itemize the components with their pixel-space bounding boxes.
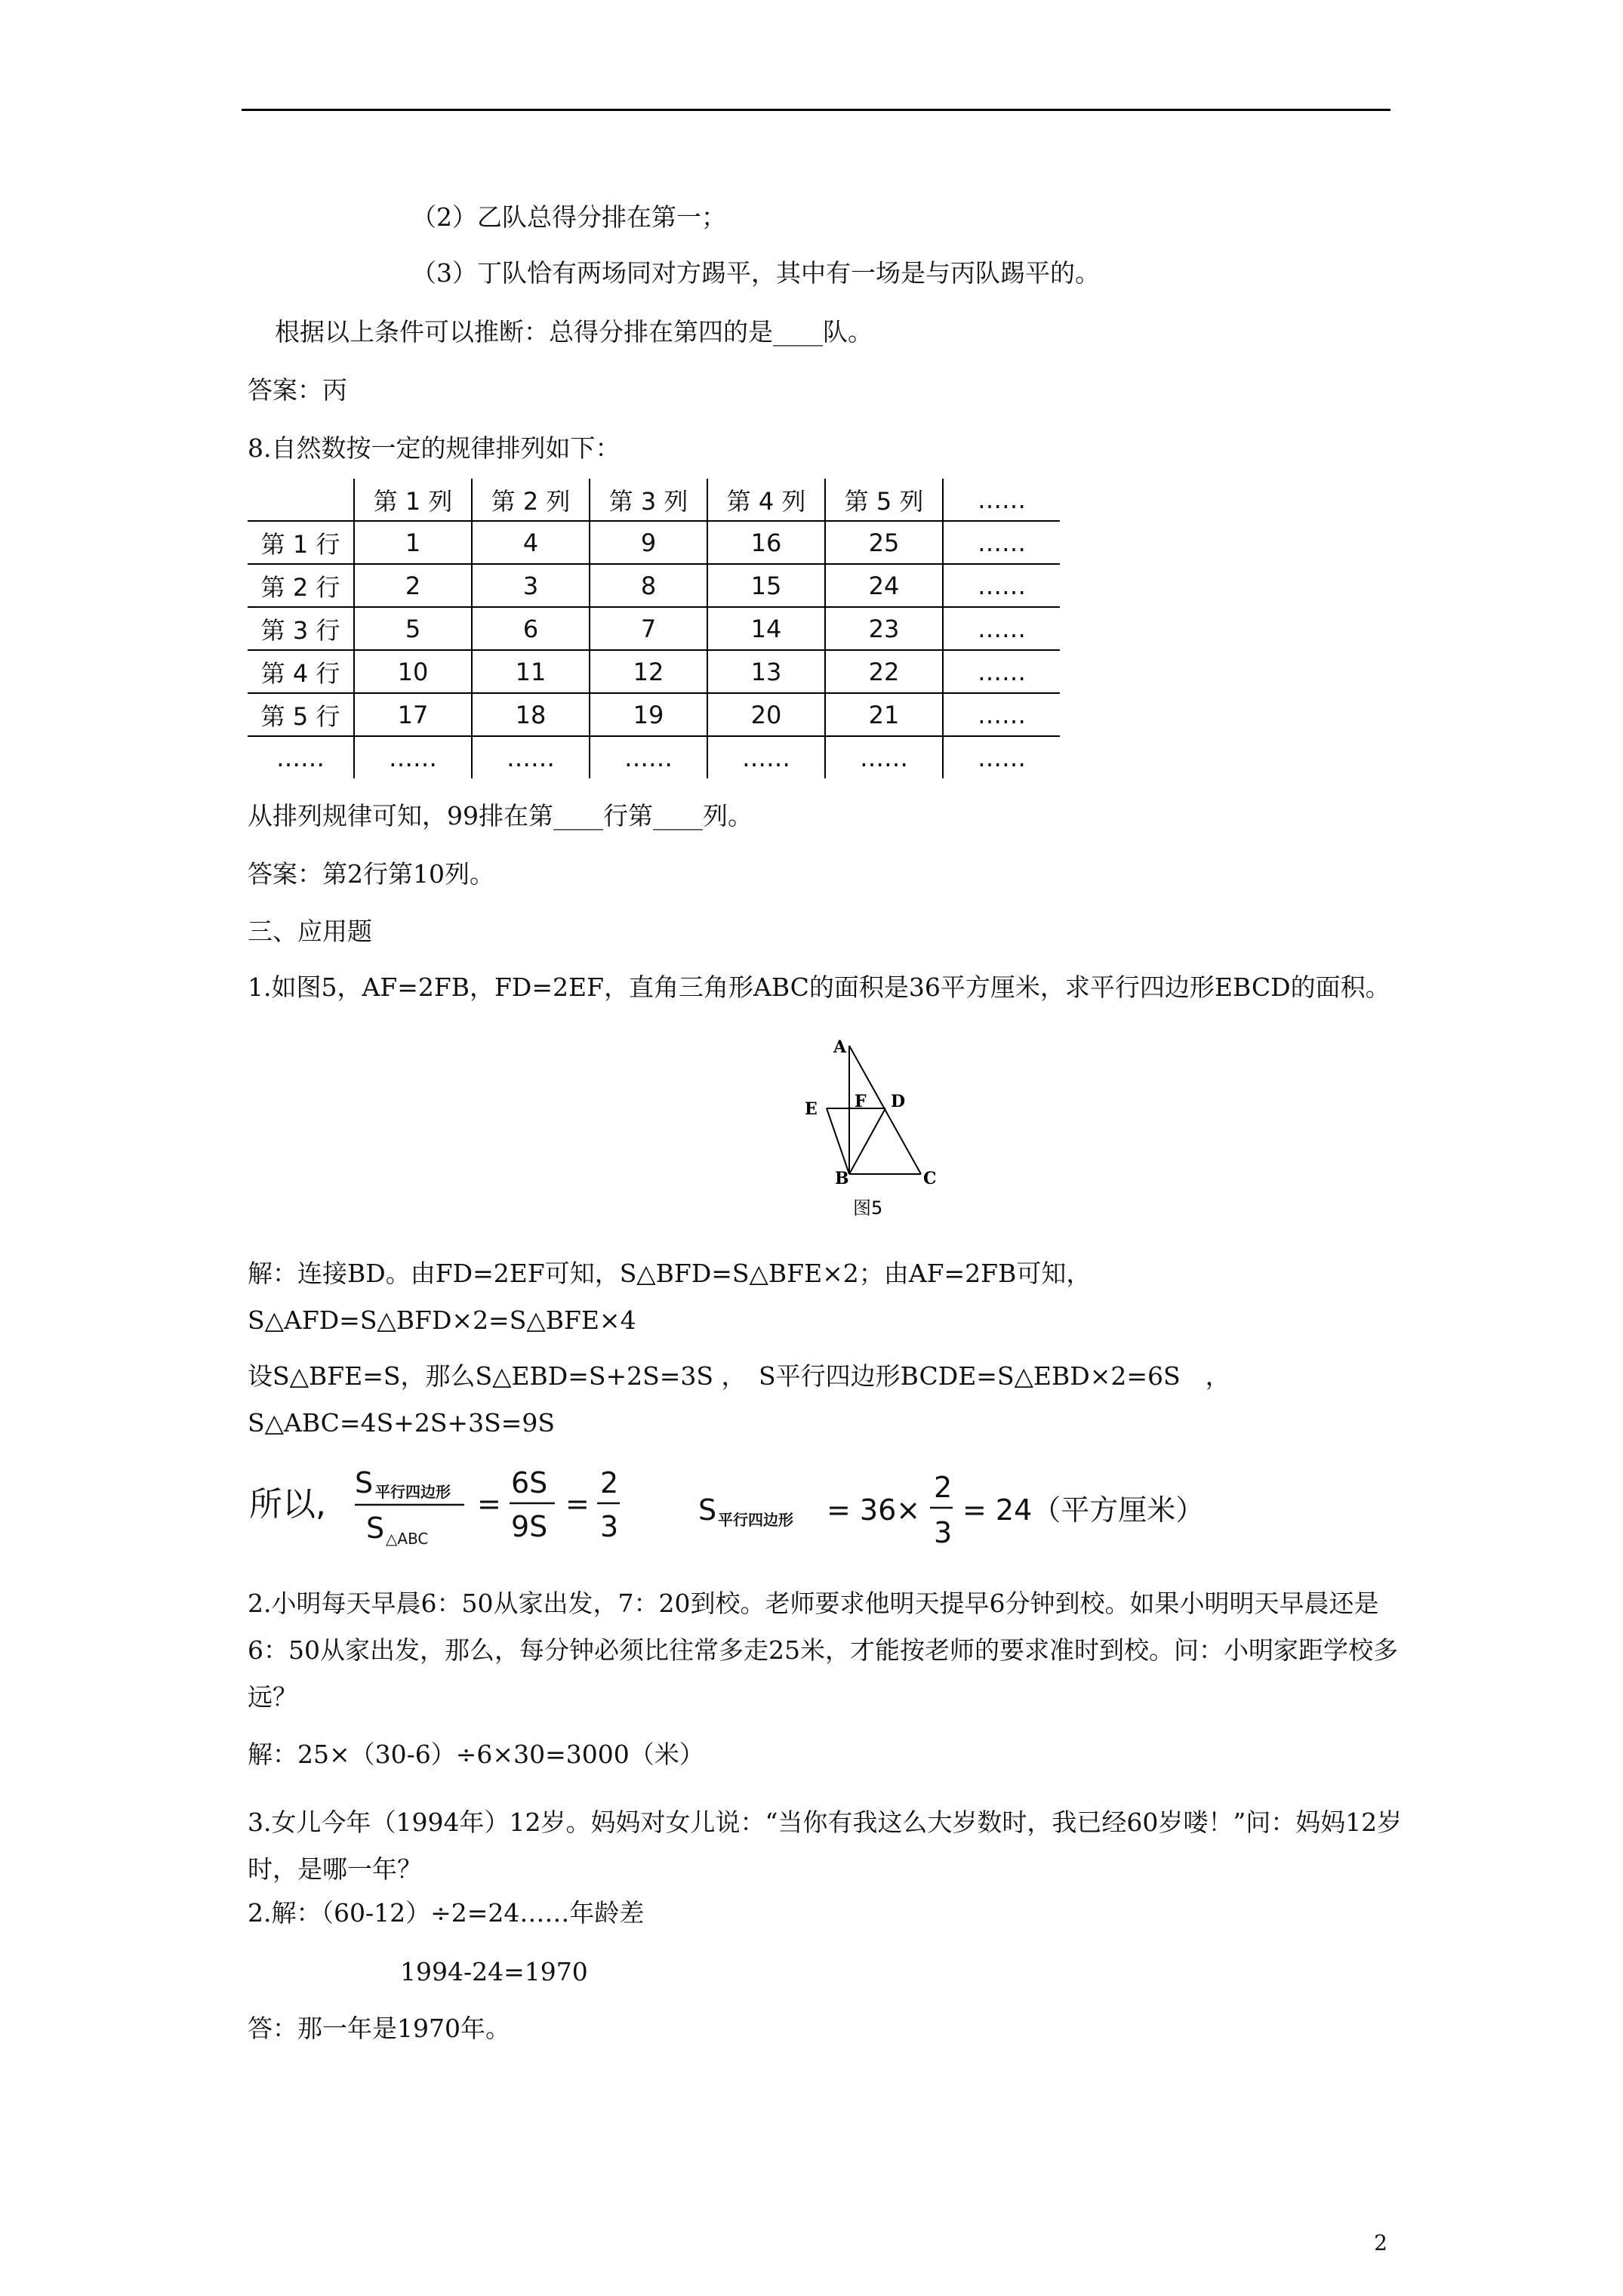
table-cell: 第 3 行	[248, 607, 354, 650]
condition-3: （3）丁队恰有两场同对方踢平，其中有一场是与丙队踢平的。	[411, 258, 1100, 288]
application-question-3: 3.女儿今年（1994年）12岁。妈妈对女儿说：“当你有我这么大岁数时，我已经60岁喽！”问：妈妈12岁时，是哪一年？	[248, 1808, 1403, 1884]
application-question-1: 1.如图5，AF=2FB，FD=2EF，直角三角形ABC的面积是36平方厘米，求平行四边形EBCD的面积。	[248, 972, 1390, 1002]
table-cell: 第 2 列	[472, 479, 590, 521]
figure-caption: 图5	[853, 1197, 883, 1219]
table-cell: 21	[825, 693, 943, 736]
table-cell: 24	[825, 564, 943, 607]
table-cell: 1	[354, 521, 472, 564]
table-cell: 第 4 列	[707, 479, 825, 521]
table-row	[248, 607, 1060, 650]
header-rule	[242, 109, 1390, 111]
solution-3-part-a: 2.解：（60-12）÷2=24……年龄差	[248, 1898, 645, 1928]
fraction-denominator: 3	[934, 1516, 953, 1549]
table-cell: 17	[354, 693, 472, 736]
solution-1-part-a: 解：连接BD。由FD=2EF可知，S△BFD=S△BFE×2；由AF=2FB可知， S△AFD=S△BFD×2=S△BFE×4	[248, 1259, 1104, 1335]
figure-5	[778, 1034, 959, 1231]
table-cell: 11	[472, 650, 590, 693]
formula-sub-parallel: 平行四边形	[375, 1483, 451, 1501]
solution-2: 解：25×（30-6）÷6×30=3000（米）	[248, 1740, 704, 1769]
label-f: F	[855, 1092, 867, 1111]
table-cell: ……	[354, 736, 472, 778]
formula-equals: =	[477, 1487, 501, 1521]
table-cell	[248, 479, 354, 521]
formula-sub-abc: △ABC	[386, 1530, 429, 1548]
formula-prefix: 所以,	[249, 1485, 326, 1524]
formula-equals: =	[565, 1487, 590, 1521]
table-cell: 16	[707, 521, 825, 564]
table-cell: 第 3 列	[590, 479, 707, 521]
table-cell: ……	[590, 736, 707, 778]
table-cell: 23	[825, 607, 943, 650]
question-8-ask: 从排列规律可知，99排在第____行第____列。	[248, 801, 753, 831]
answer-3: 答：那一年是1970年。	[248, 2014, 510, 2043]
table-row	[248, 693, 1060, 736]
table-cell: 19	[590, 693, 707, 736]
table-cell: ……	[825, 736, 943, 778]
formula-sub-parallel: 平行四边形	[718, 1511, 793, 1529]
table-cell: 9	[590, 521, 707, 564]
table-row	[248, 736, 1060, 778]
fraction-numerator: 6S	[511, 1466, 548, 1499]
table-cell: ……	[707, 736, 825, 778]
table-cell: 6	[472, 607, 590, 650]
fraction-denominator: 9S	[511, 1510, 548, 1543]
section-heading: 三、应用题	[248, 917, 372, 946]
label-e: E	[805, 1099, 818, 1119]
area-ratio-formula	[245, 1453, 1227, 1559]
table-cell: 7	[590, 607, 707, 650]
question-8: 8.自然数按一定的规律排列如下：	[248, 433, 621, 463]
fraction-denominator: 3	[600, 1510, 619, 1543]
table-cell: 20	[707, 693, 825, 736]
table-cell: 第 2 行	[248, 564, 354, 607]
table-cell: 第 1 行	[248, 521, 354, 564]
table-cell: 25	[825, 521, 943, 564]
table-cell: 8	[590, 564, 707, 607]
answer-7: 答案：丙	[248, 375, 347, 405]
condition-2: （2）乙队总得分排在第一；	[411, 202, 726, 232]
table-cell: 14	[707, 607, 825, 650]
table-cell: 18	[472, 693, 590, 736]
formula-s: S	[366, 1512, 385, 1545]
table-cell: ……	[943, 736, 1060, 778]
formula-s: S	[355, 1466, 374, 1499]
table-cell: 22	[825, 650, 943, 693]
table-cell: ……	[472, 736, 590, 778]
table-cell: ……	[248, 736, 354, 778]
table-cell: 5	[354, 607, 472, 650]
label-b: B	[835, 1169, 849, 1188]
table-cell: 15	[707, 564, 825, 607]
table-row	[248, 564, 1060, 607]
table-cell: 4	[472, 521, 590, 564]
table-cell: 第 4 行	[248, 650, 354, 693]
table-cell: ……	[943, 650, 1060, 693]
fraction-numerator: 2	[934, 1471, 953, 1504]
table-row	[248, 650, 1060, 693]
answer-8: 答案：第2行第10列。	[248, 859, 494, 889]
table-cell: 第 1 列	[354, 479, 472, 521]
formula-s: S	[698, 1493, 717, 1527]
label-d: D	[891, 1092, 906, 1111]
table-cell: 12	[590, 650, 707, 693]
table-cell: 2	[354, 564, 472, 607]
label-a: A	[833, 1037, 847, 1057]
solution-1-part-b: 设S△BFE=S，那么S△EBD=S+2S=3S ， S平行四边形BCDE=S△EBD×2=6S ， S△ABC=4S+2S+3S=9S	[248, 1361, 1243, 1438]
label-c: C	[923, 1169, 937, 1188]
table-row	[248, 521, 1060, 564]
number-arrangement-table	[248, 479, 1060, 778]
table-cell: ……	[943, 607, 1060, 650]
table-cell: ……	[943, 564, 1060, 607]
formula-times: = 36×	[827, 1493, 921, 1527]
page-number: 2	[1374, 2230, 1387, 2255]
table-cell: 13	[707, 650, 825, 693]
table-cell: 3	[472, 564, 590, 607]
table-cell: ……	[943, 521, 1060, 564]
table-cell: 第 5 列	[825, 479, 943, 521]
inference-question: 根据以上条件可以推断：总得分排在第四的是____队。	[275, 317, 873, 347]
table-cell: 10	[354, 650, 472, 693]
fraction-numerator: 2	[600, 1466, 619, 1499]
solution-3-part-b: 1994-24=1970	[400, 1957, 588, 1986]
table-cell: ……	[943, 479, 1060, 521]
table-header-row	[248, 479, 1060, 521]
table-cell: ……	[943, 693, 1060, 736]
table-cell: 第 5 行	[248, 693, 354, 736]
application-question-2: 2.小明每天早晨6：50从家出发，7：20到校。老师要求他明天提早6分钟到校。如果小明明天早晨还是6：50从家出发，那么，每分钟必须比往常多走25米，才能按老师的要求准时到校。问：小明家距学校多远？	[248, 1589, 1398, 1712]
formula-result: = 24（平方厘米）	[962, 1493, 1205, 1527]
